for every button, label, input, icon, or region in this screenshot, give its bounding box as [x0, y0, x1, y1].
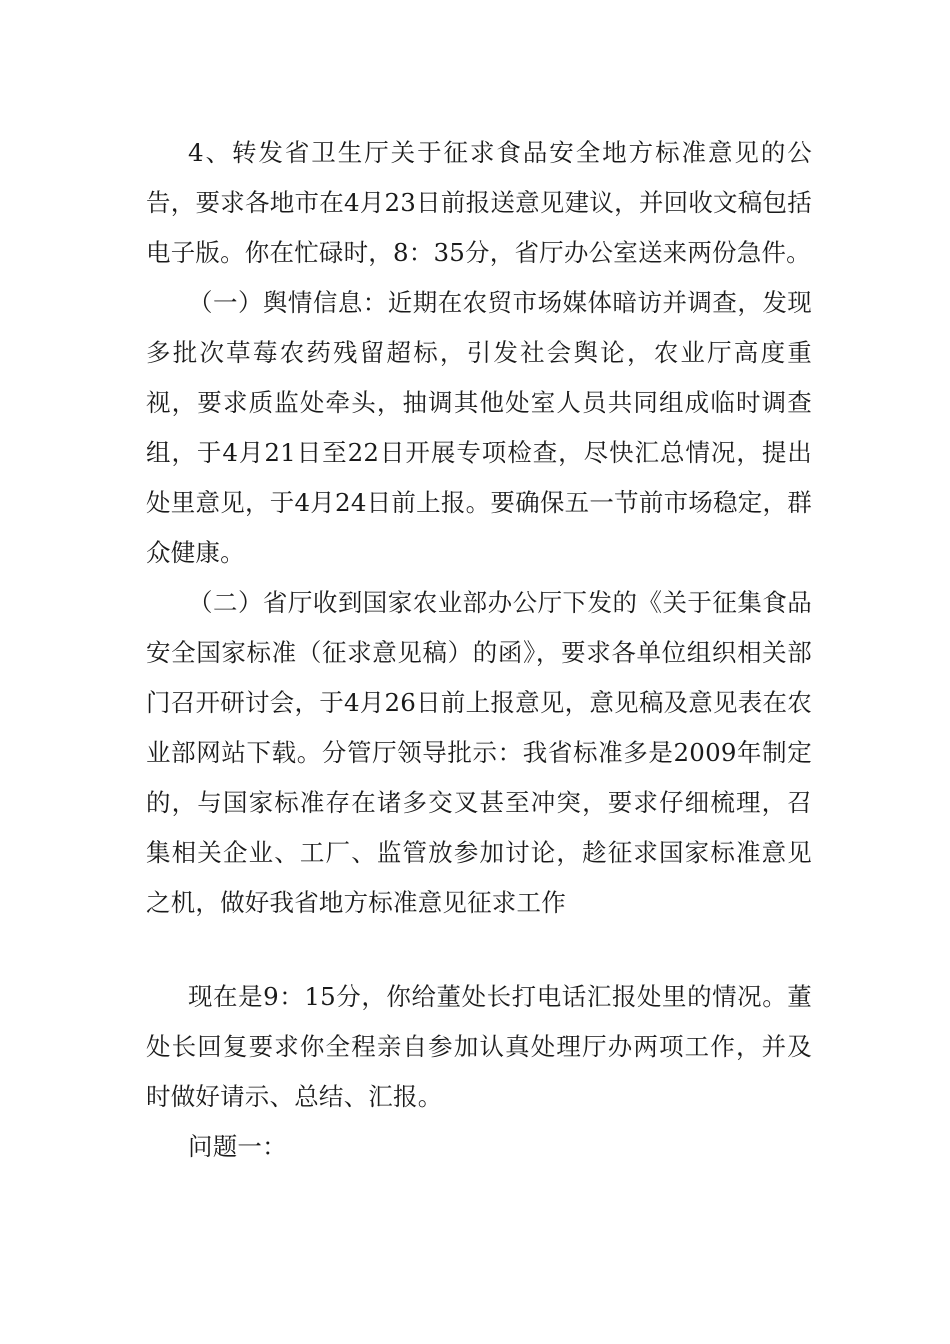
paragraph-public-opinion: （一）舆情信息：近期在农贸市场媒体暗访并调查，发现多批次草莓农药残留超标，引发社会舆论，农业厅高度重视，要求质监处牵头，抽调其他处室人员共同组成临时调查组，于4月21日至22日开展专项检查，尽快汇总情况，提出处里意见，于4月24日前上报。要确保五一节前市场稳定，群众健康。	[146, 288, 812, 567]
paragraph-spacer	[146, 928, 812, 972]
paragraph-forward-notice: 4、转发省卫生厅关于征求食品安全地方标准意见的公告，要求各地市在4月23日前报送意见建议，并回收文稿包括电子版。你在忙碌时，8：35分，省厅办公室送来两份急件。	[146, 138, 812, 267]
document-body	[146, 128, 812, 1172]
paragraph-phone-report: 现在是9：15分，你给董处长打电话汇报处里的情况。董处长回复要求你全程亲自参加认真处理厅办两项工作，并及时做好请示、总结、汇报。	[146, 982, 812, 1111]
paragraph-question-one: 问题一：	[188, 1132, 287, 1161]
paragraph-national-standard: （二）省厅收到国家农业部办公厅下发的《关于征集食品安全国家标准（征求意见稿）的函》，要求各单位组织相关部门召开研讨会，于4月26日前上报意见，意见稿及意见表在农业部网站下载。分管厅领导批示：我省标准多是2009年制定的，与国家标准存在诸多交叉甚至冲突，要求仔细梳理，召集相关企业、工厂、监管放参加讨论，趁征求国家标准意见之机，做好我省地方标准意见征求工作	[146, 588, 812, 917]
